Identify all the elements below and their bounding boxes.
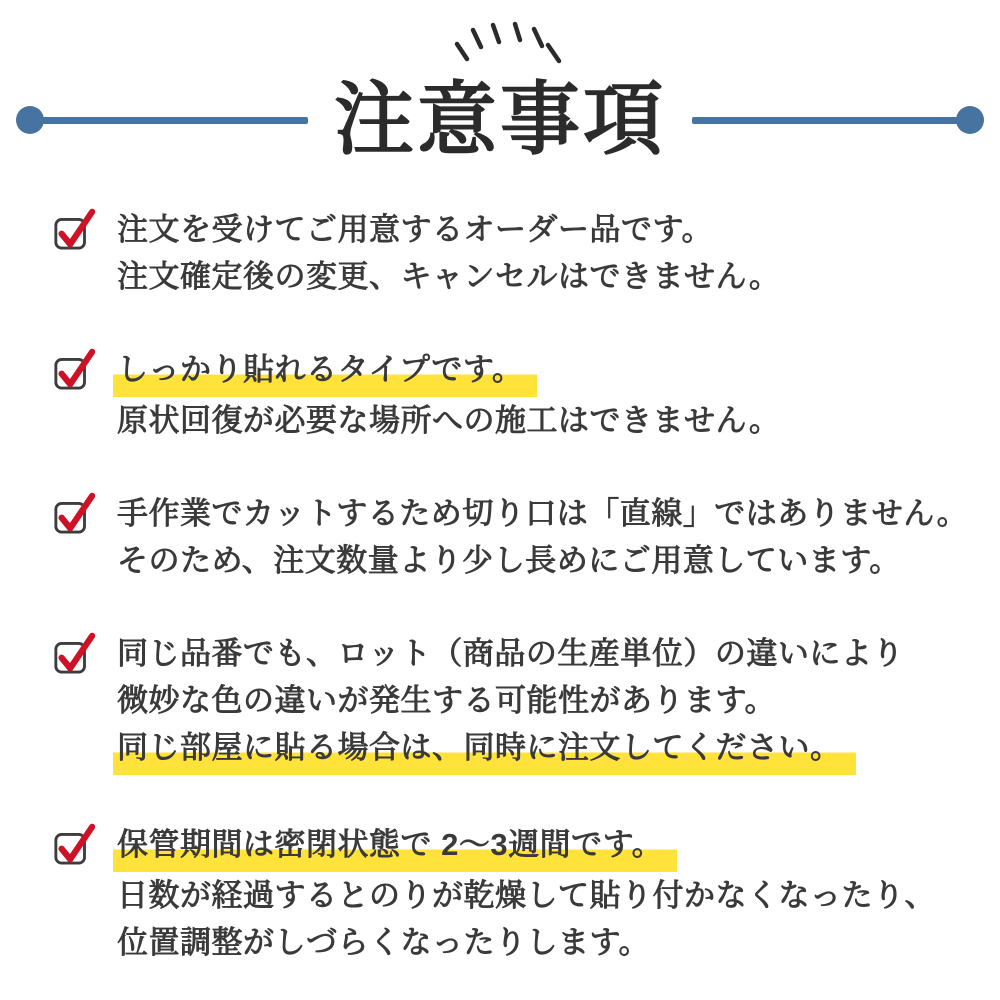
checklist-item (53, 630, 960, 775)
checklist-item (53, 490, 969, 584)
item-text-line: 注文確定後の変更、キャンセルはできません。 (117, 259, 781, 294)
item-text-line: 微妙な色の違いが発生する可能性があります。 (117, 683, 777, 718)
divider-line-left (38, 117, 308, 124)
highlighted-text: 保管期間は密閉状態で 2～3週間です。 (113, 821, 677, 872)
item-text-line (117, 821, 960, 872)
red-checked-checkbox-icon (53, 822, 95, 871)
emphasis-rays-icon (430, 16, 570, 74)
checklist (0, 206, 1000, 966)
title-row (0, 76, 1000, 164)
divider-dot-right (956, 106, 984, 134)
highlighted-text: 同じ部屋に貼る場合は、同時に注文してください。 (113, 724, 856, 775)
page-title: 注意事項 (334, 75, 666, 164)
divider-line-right (692, 117, 962, 124)
item-text-block (117, 630, 960, 775)
red-checked-checkbox-icon (53, 631, 95, 680)
item-text-line: 注文を受けてご用意するオーダー品です。 (117, 212, 714, 247)
item-text-line: そのため、注文数量より少し長めにご用意しています。 (117, 543, 901, 578)
checklist-item (53, 206, 960, 300)
red-checked-checkbox-icon (53, 207, 95, 256)
item-text-line: 手作業でカットするため切り口は「直線」ではありません。 (117, 496, 969, 531)
red-checked-checkbox-icon (53, 347, 95, 396)
red-checked-checkbox-icon (53, 491, 95, 540)
highlighted-text: しっかり貼れるタイプです。 (113, 346, 537, 397)
item-text-block (117, 206, 960, 300)
item-text-line: 位置調整がしづらくなったりします。 (117, 925, 651, 960)
checklist-item (53, 821, 960, 966)
item-text-line: 日数が経過するとのりが乾燥して貼り付かなくなったり、 (117, 878, 936, 913)
item-text-line: 同じ品番でも、ロット（商品の生産単位）の違いにより (117, 636, 904, 671)
item-text-block (117, 821, 960, 966)
item-text-block (117, 490, 968, 584)
item-text-line (117, 724, 960, 775)
item-text-line: 原状回復が必要な場所への施工はできません。 (117, 403, 781, 438)
checklist-item (53, 346, 960, 444)
item-text-line (117, 346, 960, 397)
item-text-block (117, 346, 960, 444)
